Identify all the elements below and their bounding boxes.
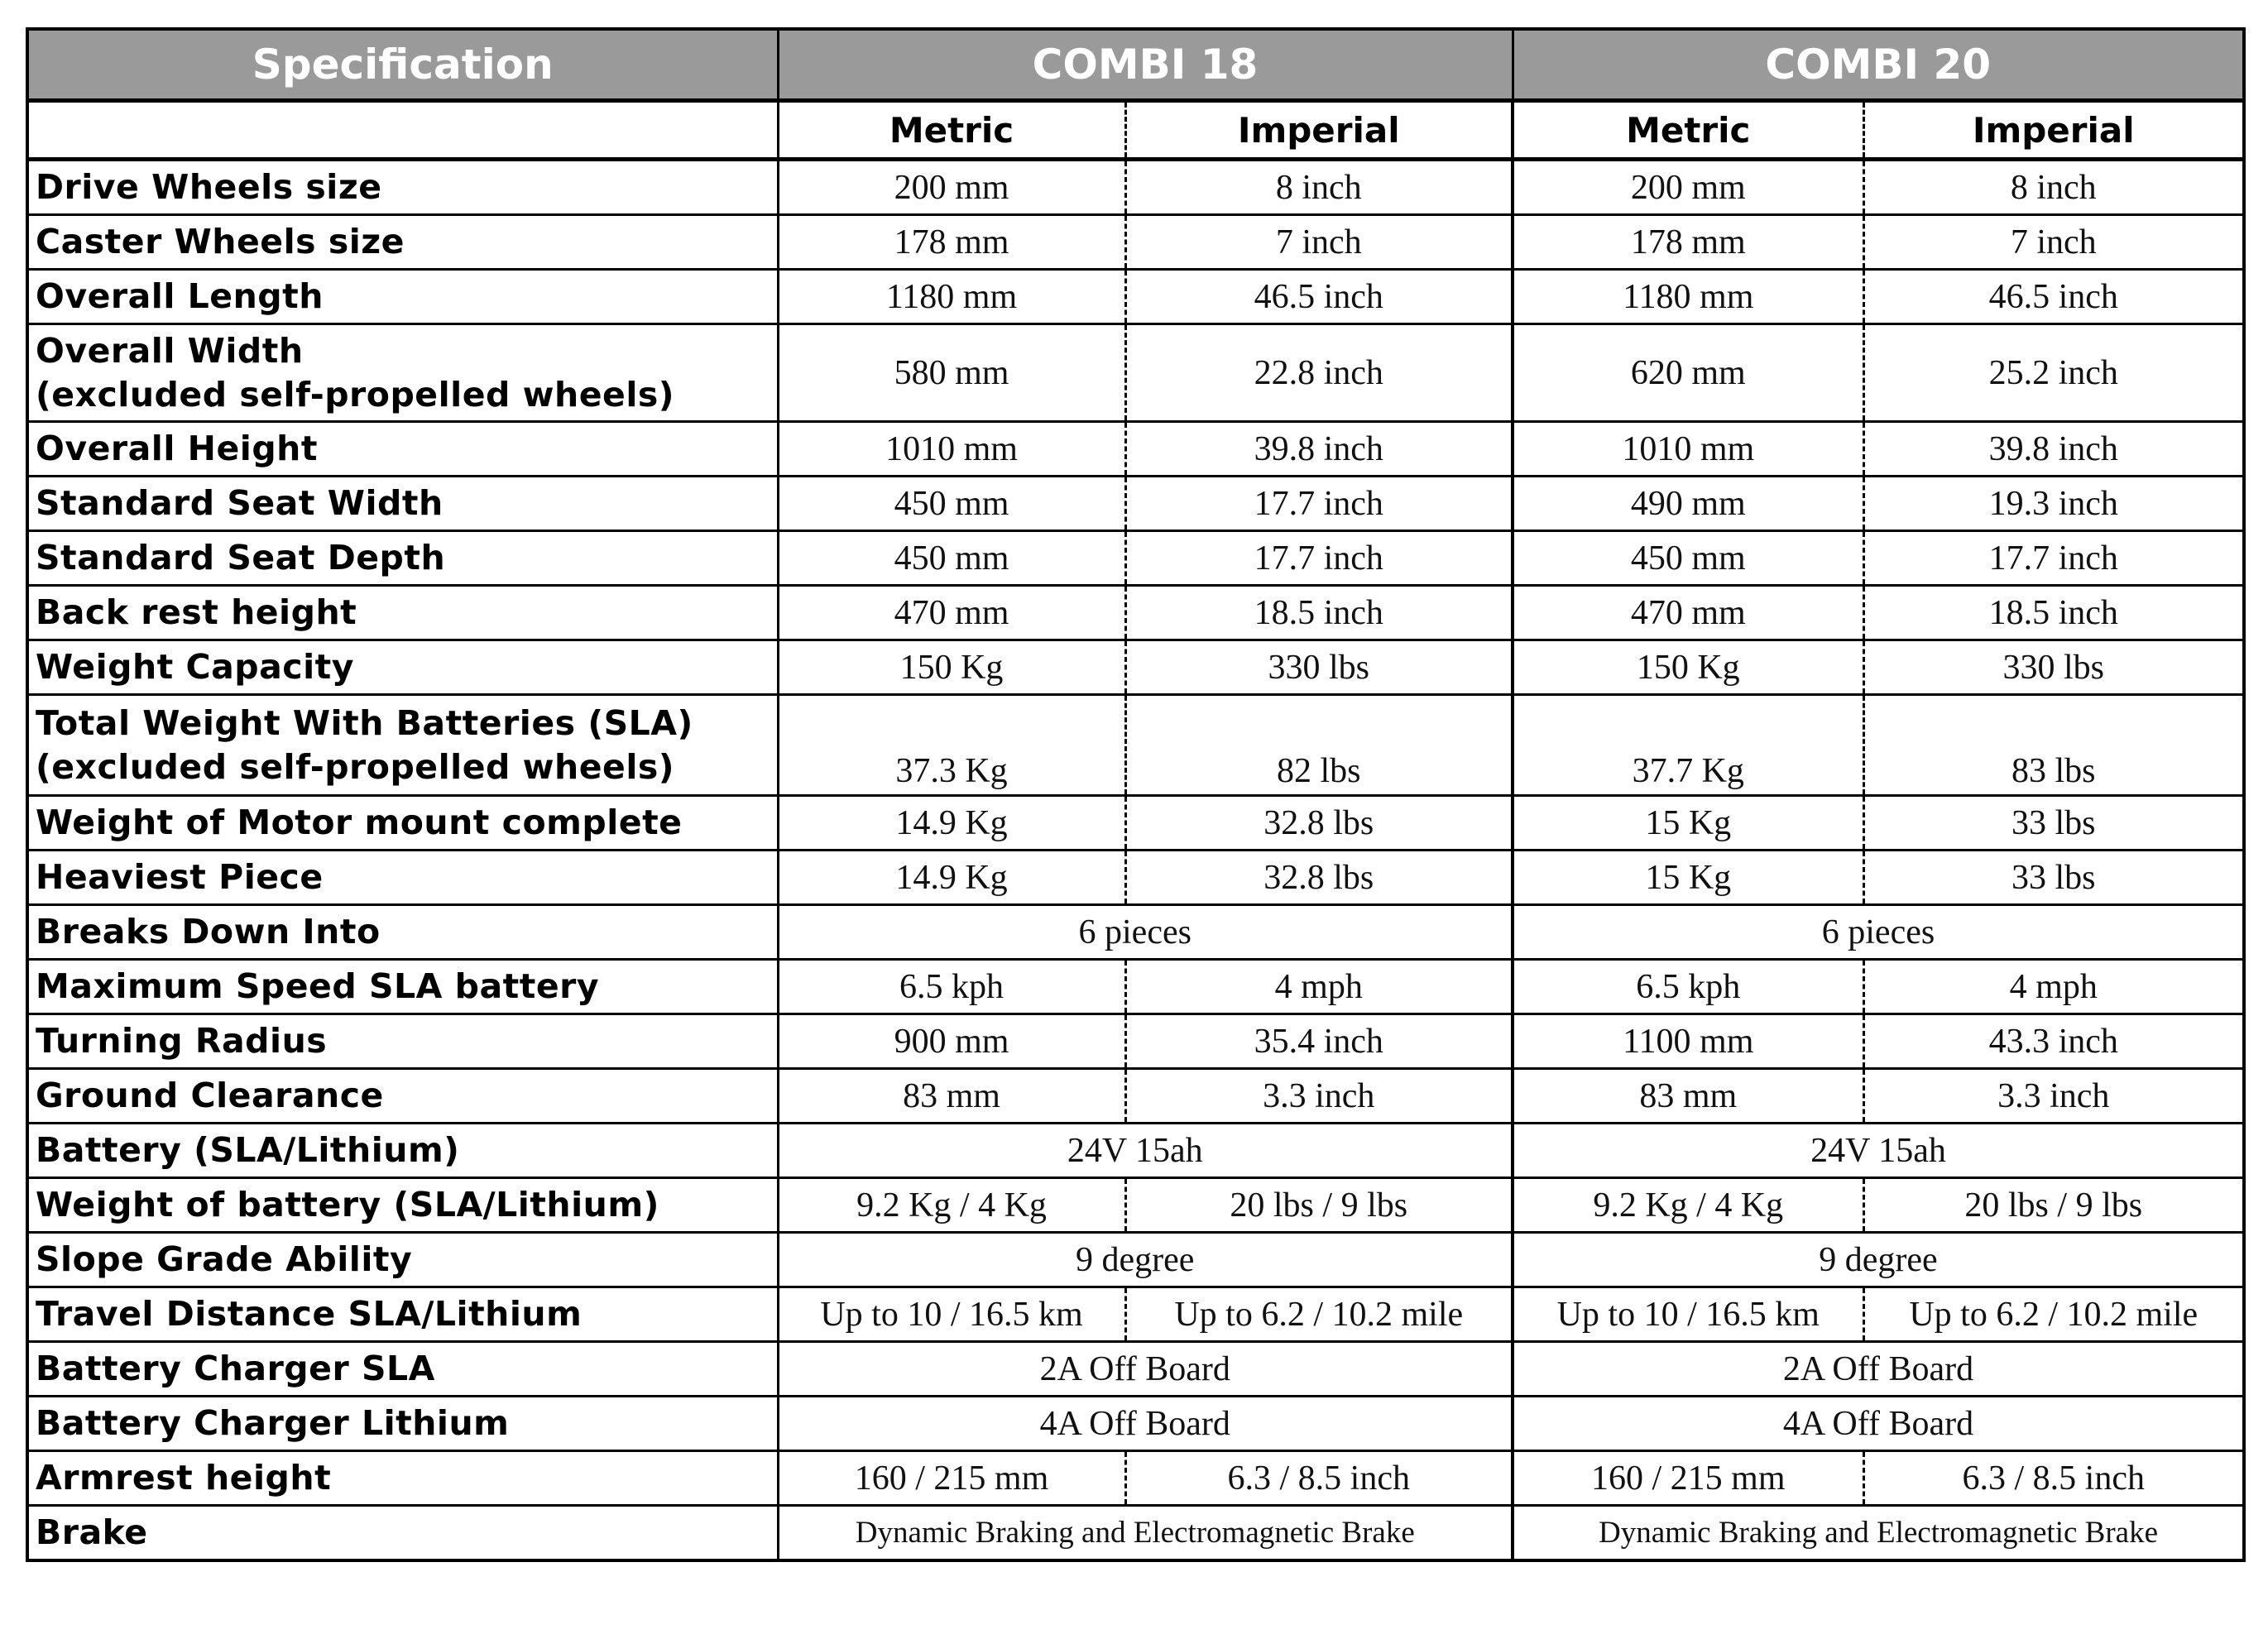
- cell-combi-20-metric: 450 mm: [1513, 531, 1863, 586]
- cell-combi-18: 6 pieces: [778, 905, 1513, 960]
- row-label-text: Weight of Motor mount complete: [36, 803, 683, 842]
- row-label-text: Drive Wheels size: [36, 167, 382, 207]
- row-label: [27, 640, 778, 695]
- cell-combi-20-imperial: 46.5 inch: [1863, 270, 2244, 324]
- table-row: [27, 324, 2244, 422]
- cell-combi-20-imperial: 8 inch: [1863, 160, 2244, 215]
- cell-combi-20: 6 pieces: [1513, 905, 2244, 960]
- row-label-subtext: (excluded self-propelled wheels): [36, 374, 675, 415]
- table-row: [27, 640, 2244, 695]
- row-label: [27, 905, 778, 960]
- row-label-text: Battery (SLA/Lithium): [36, 1130, 460, 1170]
- table-row: [27, 1451, 2244, 1506]
- cell-combi-20-metric: Up to 10 / 16.5 km: [1513, 1287, 1863, 1342]
- cell-combi-18-imperial: 39.8 inch: [1125, 422, 1513, 477]
- row-label: [27, 851, 778, 905]
- cell-combi-20-metric: 490 mm: [1513, 477, 1863, 531]
- unit-imperial-b: Imperial: [1863, 101, 2244, 160]
- units-blank-cell: [27, 101, 778, 160]
- cell-combi-18-imperial: Up to 6.2 / 10.2 mile: [1125, 1287, 1513, 1342]
- row-label-text: Weight of battery (SLA/Lithium): [36, 1185, 659, 1224]
- cell-combi-18-metric: 450 mm: [778, 531, 1125, 586]
- cell-combi-18-imperial: 20 lbs / 9 lbs: [1125, 1178, 1513, 1233]
- cell-combi-20: 4A Off Board: [1513, 1397, 2244, 1451]
- cell-combi-20-metric: 37.7 Kg: [1513, 695, 1863, 796]
- cell-combi-20-imperial: 25.2 inch: [1863, 324, 2244, 422]
- cell-combi-20-imperial: 17.7 inch: [1863, 531, 2244, 586]
- table-row: [27, 270, 2244, 324]
- table-row: [27, 160, 2244, 215]
- table-row: [27, 1342, 2244, 1397]
- cell-combi-18-metric: 83 mm: [778, 1069, 1125, 1124]
- cell-combi-18-metric: 160 / 215 mm: [778, 1451, 1125, 1506]
- row-label: [27, 695, 778, 796]
- row-label: [27, 1124, 778, 1178]
- table-row: [27, 586, 2244, 640]
- cell-combi-18-metric: 6.5 kph: [778, 960, 1125, 1014]
- row-label: [27, 796, 778, 851]
- table-row: [27, 1397, 2244, 1451]
- row-label-text: Breaks Down Into: [36, 912, 381, 951]
- cell-combi-18-metric: 178 mm: [778, 215, 1125, 270]
- cell-combi-20-imperial: 18.5 inch: [1863, 586, 2244, 640]
- row-label-text: Caster Wheels size: [36, 222, 405, 261]
- cell-combi-20-imperial: 20 lbs / 9 lbs: [1863, 1178, 2244, 1233]
- row-label-text: Turning Radius: [36, 1021, 328, 1061]
- table-row: [27, 905, 2244, 960]
- cell-combi-18-metric: 470 mm: [778, 586, 1125, 640]
- cell-combi-18: 4A Off Board: [778, 1397, 1513, 1451]
- cell-combi-20-metric: 620 mm: [1513, 324, 1863, 422]
- row-label-text: Brake: [36, 1512, 148, 1552]
- row-label-text: Maximum Speed SLA battery: [36, 966, 600, 1006]
- cell-combi-18-imperial: 3.3 inch: [1125, 1069, 1513, 1124]
- spec-body: [27, 160, 2244, 1561]
- table-row: [27, 851, 2244, 905]
- row-label: [27, 1014, 778, 1069]
- cell-combi-20-imperial: 330 lbs: [1863, 640, 2244, 695]
- unit-metric-a: Metric: [778, 101, 1125, 160]
- table-row: [27, 422, 2244, 477]
- cell-combi-20: 24V 15ah: [1513, 1124, 2244, 1178]
- row-label-text: Overall Height: [36, 429, 318, 468]
- table-row: [27, 477, 2244, 531]
- row-label-text: Standard Seat Width: [36, 483, 444, 523]
- cell-combi-20-imperial: 6.3 / 8.5 inch: [1863, 1451, 2244, 1506]
- cell-combi-20-metric: 1010 mm: [1513, 422, 1863, 477]
- spec-table: [26, 27, 2246, 1562]
- row-label-text: Weight Capacity: [36, 647, 354, 687]
- cell-combi-18-metric: 37.3 Kg: [778, 695, 1125, 796]
- cell-combi-20-imperial: 39.8 inch: [1863, 422, 2244, 477]
- row-label-text: Overall Width: [36, 330, 304, 371]
- cell-combi-20-metric: 83 mm: [1513, 1069, 1863, 1124]
- row-label: [27, 270, 778, 324]
- cell-combi-20: 2A Off Board: [1513, 1342, 2244, 1397]
- unit-imperial-a: Imperial: [1125, 101, 1513, 160]
- cell-combi-18-metric: 450 mm: [778, 477, 1125, 531]
- header-row: [27, 29, 2244, 101]
- unit-metric-b: Metric: [1513, 101, 1863, 160]
- table-row: [27, 1124, 2244, 1178]
- table-row: [27, 1069, 2244, 1124]
- cell-combi-20-metric: 9.2 Kg / 4 Kg: [1513, 1178, 1863, 1233]
- cell-combi-18: Dynamic Braking and Electromagnetic Brake: [778, 1506, 1513, 1561]
- cell-combi-18-metric: 14.9 Kg: [778, 851, 1125, 905]
- row-label: [27, 1506, 778, 1561]
- cell-combi-18-imperial: 32.8 lbs: [1125, 851, 1513, 905]
- row-label-text: Slope Grade Ability: [36, 1239, 413, 1279]
- cell-combi-20-metric: 160 / 215 mm: [1513, 1451, 1863, 1506]
- table-row: [27, 1178, 2244, 1233]
- table-row: [27, 796, 2244, 851]
- cell-combi-18-metric: Up to 10 / 16.5 km: [778, 1287, 1125, 1342]
- table-row: [27, 1233, 2244, 1287]
- cell-combi-20-metric: 150 Kg: [1513, 640, 1863, 695]
- row-label: [27, 960, 778, 1014]
- row-label-text: Heaviest Piece: [36, 857, 324, 897]
- cell-combi-18-metric: 9.2 Kg / 4 Kg: [778, 1178, 1125, 1233]
- row-label: [27, 215, 778, 270]
- cell-combi-18-imperial: 17.7 inch: [1125, 531, 1513, 586]
- row-label: [27, 1069, 778, 1124]
- cell-combi-18-imperial: 17.7 inch: [1125, 477, 1513, 531]
- header-model-combi-20: COMBI 20: [1513, 29, 2244, 101]
- cell-combi-20-imperial: 7 inch: [1863, 215, 2244, 270]
- row-label-text: Overall Length: [36, 276, 324, 316]
- cell-combi-18-metric: 150 Kg: [778, 640, 1125, 695]
- cell-combi-18-imperial: 330 lbs: [1125, 640, 1513, 695]
- cell-combi-20-imperial: 83 lbs: [1863, 695, 2244, 796]
- cell-combi-18: 9 degree: [778, 1233, 1513, 1287]
- cell-combi-18-metric: 1010 mm: [778, 422, 1125, 477]
- table-row: [27, 1014, 2244, 1069]
- table-row: [27, 1506, 2244, 1561]
- cell-combi-18-imperial: 4 mph: [1125, 960, 1513, 1014]
- row-label: [27, 477, 778, 531]
- cell-combi-20-imperial: 33 lbs: [1863, 851, 2244, 905]
- cell-combi-20-metric: 178 mm: [1513, 215, 1863, 270]
- cell-combi-18-metric: 1180 mm: [778, 270, 1125, 324]
- cell-combi-20-imperial: 3.3 inch: [1863, 1069, 2244, 1124]
- cell-combi-20-metric: 200 mm: [1513, 160, 1863, 215]
- cell-combi-18-imperial: 22.8 inch: [1125, 324, 1513, 422]
- cell-combi-18: 24V 15ah: [778, 1124, 1513, 1178]
- row-label-text: Armrest height: [36, 1458, 332, 1498]
- cell-combi-20-metric: 6.5 kph: [1513, 960, 1863, 1014]
- row-label: [27, 1178, 778, 1233]
- row-label-text: Battery Charger Lithium: [36, 1403, 510, 1443]
- cell-combi-18-metric: 900 mm: [778, 1014, 1125, 1069]
- row-label: [27, 1451, 778, 1506]
- cell-combi-18-imperial: 6.3 / 8.5 inch: [1125, 1451, 1513, 1506]
- cell-combi-20-imperial: 33 lbs: [1863, 796, 2244, 851]
- cell-combi-18-imperial: 32.8 lbs: [1125, 796, 1513, 851]
- cell-combi-20-metric: 1180 mm: [1513, 270, 1863, 324]
- cell-combi-18-imperial: 46.5 inch: [1125, 270, 1513, 324]
- cell-combi-18-imperial: 35.4 inch: [1125, 1014, 1513, 1069]
- cell-combi-18-imperial: 8 inch: [1125, 160, 1513, 215]
- cell-combi-20-imperial: Up to 6.2 / 10.2 mile: [1863, 1287, 2244, 1342]
- cell-combi-20-imperial: 19.3 inch: [1863, 477, 2244, 531]
- row-label: [27, 586, 778, 640]
- row-label-text: Standard Seat Depth: [36, 538, 446, 577]
- cell-combi-18-metric: 580 mm: [778, 324, 1125, 422]
- cell-combi-18-metric: 200 mm: [778, 160, 1125, 215]
- row-label-text: Total Weight With Batteries (SLA): [36, 702, 693, 743]
- row-label-text: Ground Clearance: [36, 1076, 384, 1115]
- cell-combi-18: 2A Off Board: [778, 1342, 1513, 1397]
- row-label-text: Battery Charger SLA: [36, 1349, 435, 1388]
- row-label: [27, 1233, 778, 1287]
- cell-combi-20-metric: 15 Kg: [1513, 796, 1863, 851]
- cell-combi-20: Dynamic Braking and Electromagnetic Brake: [1513, 1506, 2244, 1561]
- cell-combi-18-imperial: 18.5 inch: [1125, 586, 1513, 640]
- table-row: [27, 215, 2244, 270]
- row-label: [27, 531, 778, 586]
- units-row: [27, 101, 2244, 160]
- table-row: [27, 960, 2244, 1014]
- cell-combi-20-metric: 1100 mm: [1513, 1014, 1863, 1069]
- cell-combi-18-imperial: 82 lbs: [1125, 695, 1513, 796]
- table-row: [27, 695, 2244, 796]
- header-specification: Specification: [27, 29, 778, 101]
- row-label-text: Travel Distance SLA/Lithium: [36, 1294, 583, 1334]
- row-label: [27, 1287, 778, 1342]
- cell-combi-20-metric: 15 Kg: [1513, 851, 1863, 905]
- row-label: [27, 1342, 778, 1397]
- table-row: [27, 531, 2244, 586]
- row-label-text: Back rest height: [36, 592, 357, 632]
- cell-combi-18-imperial: 7 inch: [1125, 215, 1513, 270]
- cell-combi-20: 9 degree: [1513, 1233, 2244, 1287]
- cell-combi-20-metric: 470 mm: [1513, 586, 1863, 640]
- row-label-subtext: (excluded self-propelled wheels): [36, 746, 675, 787]
- cell-combi-20-imperial: 4 mph: [1863, 960, 2244, 1014]
- cell-combi-20-imperial: 43.3 inch: [1863, 1014, 2244, 1069]
- row-label: [27, 1397, 778, 1451]
- table-row: [27, 1287, 2244, 1342]
- header-model-combi-18: COMBI 18: [778, 29, 1513, 101]
- cell-combi-18-metric: 14.9 Kg: [778, 796, 1125, 851]
- row-label: [27, 324, 778, 422]
- row-label: [27, 160, 778, 215]
- row-label: [27, 422, 778, 477]
